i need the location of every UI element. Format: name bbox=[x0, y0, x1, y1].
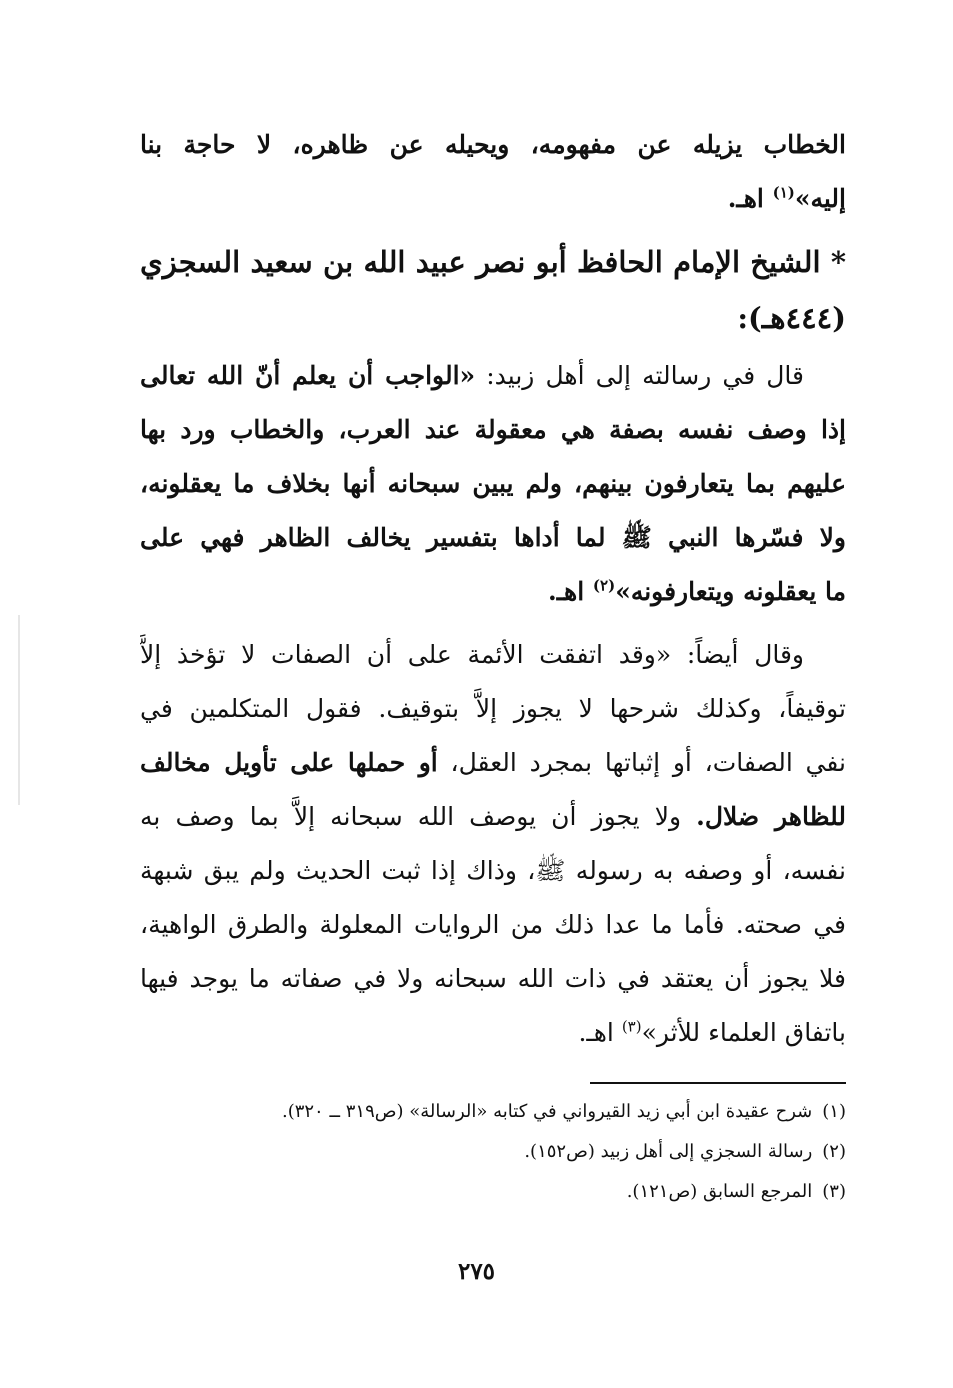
bold-span: للظاهر ضلال. bbox=[696, 802, 846, 831]
text-line bbox=[140, 790, 846, 844]
text-line bbox=[140, 565, 846, 619]
text-span: اهـ. bbox=[548, 577, 593, 606]
text-line: وقال أيضاً: «وقد اتفقت الأئمة على أن الصفات لا تؤخذ إلاَّ bbox=[140, 640, 804, 669]
footnotes bbox=[140, 1092, 846, 1212]
text-line: نفسه، أو وصفه به رسوله ﷺ، وذاك إذا ثبت الحديث ولم يبق شبهة bbox=[140, 856, 846, 885]
paragraph-quote-1 bbox=[140, 349, 846, 619]
footnote-number: (٢) bbox=[822, 1141, 846, 1162]
footnote-text: المرجع السابق (ص١٢١). bbox=[626, 1181, 813, 1202]
heading-line: * الشيخ الإمام الحافظ أبو نصر عبيد الله بن سعيد السجزي bbox=[140, 245, 846, 279]
section-heading bbox=[140, 234, 846, 346]
bold-span: أو حملها على تأويل مخالف bbox=[140, 748, 438, 777]
heading-line: (٤٤٤هـ): bbox=[737, 301, 846, 335]
text-span: اهـ. bbox=[727, 184, 773, 213]
text-line bbox=[140, 349, 846, 403]
text-line: فلا يجوز أن يعتقد في ذات الله سبحانه ولا في صفاته ما يوجد فيها bbox=[140, 964, 846, 993]
footnote-number: (٣) bbox=[822, 1181, 846, 1202]
text-span: إليه» bbox=[794, 184, 846, 213]
text-line: توقيفاً، وكذلك شرحها لا يجوز إلاَّ بتوقيف. فقول المتكلمين في bbox=[140, 694, 846, 723]
footnote-marker: (١) bbox=[772, 183, 795, 202]
text-line bbox=[140, 736, 846, 790]
text-span: قال في رسالته إلى أهل زبيد: bbox=[475, 361, 804, 390]
text-span: ولا يجوز أن يوصف الله سبحانه إلاَّ بما وصف به bbox=[140, 802, 697, 831]
footnote-item bbox=[140, 1092, 846, 1132]
text-span: اهـ. bbox=[578, 1018, 622, 1047]
footnote-number: (١) bbox=[822, 1101, 846, 1122]
text-line bbox=[140, 172, 846, 226]
footnote-text: شرح عقيدة ابن أبي زيد القيرواني في كتابه «الرسالة» (ص٣١٩ ــ ٣٢٠). bbox=[281, 1101, 813, 1122]
text-line: ولا فسّرها النبي ﷺ لما أداها بتفسير يخالف الظاهر فهي على bbox=[140, 523, 846, 552]
footnote-marker: (٢) bbox=[592, 576, 616, 595]
scan-margin-mark bbox=[18, 615, 20, 805]
text-line: في صحته. فأما ما عدا ذلك من الروايات المعلولة والطرق الواهية، bbox=[140, 910, 846, 939]
text-line: الخطاب يزيله عن مفهومه، ويحيله عن ظاهره، لا حاجة بنا bbox=[140, 130, 846, 159]
quote-span: «الواجب أن يعلم أنّ الله تعالى bbox=[140, 361, 476, 390]
text-span: باتفاق العلماء للأثر» bbox=[641, 1018, 846, 1047]
footnote-divider bbox=[590, 1082, 846, 1084]
text-line: إذا وصف نفسه بصفة هي معقولة عند العرب، والخطاب ورد بها bbox=[140, 415, 846, 444]
text-span: ما يعقلونه ويتعارفونه» bbox=[615, 577, 846, 606]
footnote-text: رسالة السجزي إلى أهل زبيد (ص١٥٢). bbox=[524, 1141, 813, 1162]
footnote-item bbox=[140, 1172, 846, 1212]
paragraph-quote-2 bbox=[140, 628, 846, 1060]
paragraph-continuation bbox=[140, 118, 846, 226]
footnote-item bbox=[140, 1132, 846, 1172]
text-line bbox=[140, 1006, 846, 1060]
text-line: عليهم بما يتعارفون بينهم، ولم يبين سبحانه أنها بخلاف ما يعقلونه، bbox=[140, 469, 846, 498]
footnote-marker: (٣) bbox=[621, 1017, 642, 1036]
page-number: ٢٧٥ bbox=[457, 1258, 496, 1285]
text-span: نفي الصفات، أو إثباتها بمجرد العقل، bbox=[437, 748, 846, 777]
